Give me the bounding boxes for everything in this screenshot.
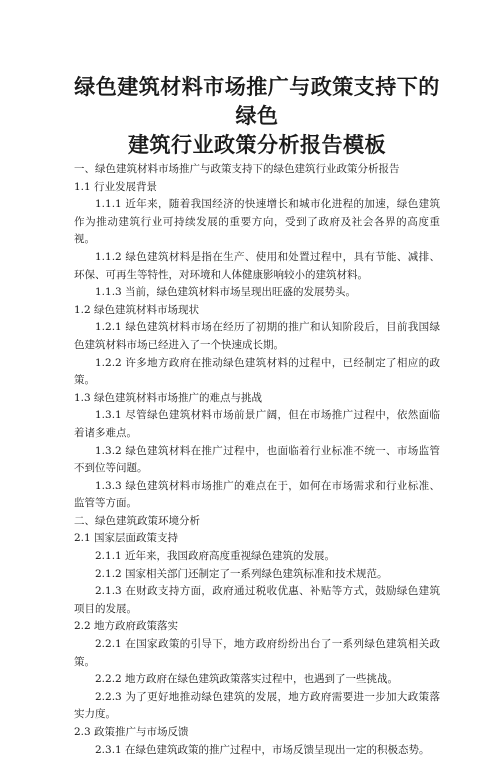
section-heading: 二、绿色建筑政策环境分析	[74, 514, 200, 527]
paragraph: 2.2.3 为了更好地推动绿色建筑的发展，地方政府需要进一步加大政策落实力度。	[74, 690, 440, 721]
title-line-2: 建筑行业政策分析报告模板	[128, 132, 386, 157]
subsection-heading: 2.1 国家层面政策支持	[74, 532, 179, 545]
paragraph: 1.1.3 当前，绿色建筑材料市场呈现出旺盛的发展势头。	[95, 286, 357, 299]
paragraph: 2.1.1 近年来，我国政府高度重视绿色建筑的发展。	[95, 550, 336, 563]
paragraph: 2.1.3 在财政支持方面，政府通过税收优惠、补贴等方式，鼓励绿色建筑项目的发展。	[74, 585, 440, 615]
document-title	[74, 0, 440, 159]
subsection-heading: 1.1 行业发展背景	[74, 180, 158, 193]
paragraph: 1.3.2 绿色建筑材料在推广过程中，也面临着行业标准不统一、市场监管不到位等问题。	[74, 444, 440, 475]
document-body	[74, 161, 440, 759]
paragraph: 2.2.1 在国家政策的引导下，地方政府纷纷出台了一系列绿色建筑相关政策。	[74, 638, 440, 668]
subsection-heading: 1.3 绿色建筑材料市场推广的难点与挑战	[74, 391, 263, 404]
paragraph: 1.3.1 尽管绿色建筑材料市场前景广阔，但在市场推广过程中，依然面临着诸多难点。	[74, 409, 440, 439]
section-heading: 一、绿色建筑材料市场推广与政策支持下的绿色建筑行业政策分析报告	[74, 163, 400, 175]
paragraph: 2.1.2 国家相关部门还制定了一系列绿色建筑标准和技术规范。	[95, 567, 388, 580]
subsection-heading: 2.3 政策推广与市场反馈	[74, 726, 189, 738]
paragraph: 1.2.2 许多地方政府在推动绿色建筑材料的过程中，已经制定了相应的政策。	[74, 356, 440, 387]
paragraph: 1.1.2 绿色建筑材料是指在生产、使用和处置过程中，具有节能、减排、环保、可再生等特性，对环境和人体健康影响较小的建筑材料。	[74, 250, 440, 281]
paragraph: 2.2.2 地方政府在绿色建筑政策落实过程中，也遇到了一些挑战。	[95, 673, 399, 686]
title-line-1: 绿色建筑材料市场推广与政策支持下的绿色	[74, 74, 440, 128]
paragraph: 1.1.1 近年来，随着我国经济的快速增长和城市化进程的加速，绿色建筑作为推动建筑行业可持续发展的重要方向，受到了政府及社会各界的高度重视。	[74, 198, 440, 246]
paragraph: 1.2.1 绿色建筑材料市场在经历了初期的推广和认知阶段后，目前我国绿色建筑材料市场已经进入了一个快速成长期。	[74, 321, 440, 351]
paragraph: 1.3.3 绿色建筑材料市场推广的难点在于，如何在市场需求和行业标准、监管等方面。	[74, 479, 440, 510]
subsection-heading: 1.2 绿色建筑材料市场现状	[74, 303, 200, 316]
subsection-heading: 2.2 地方政府政策落实	[74, 620, 179, 633]
paragraph: 2.3.1 在绿色建筑政策的推广过程中，市场反馈呈现出一定的积极态势。	[95, 743, 430, 756]
